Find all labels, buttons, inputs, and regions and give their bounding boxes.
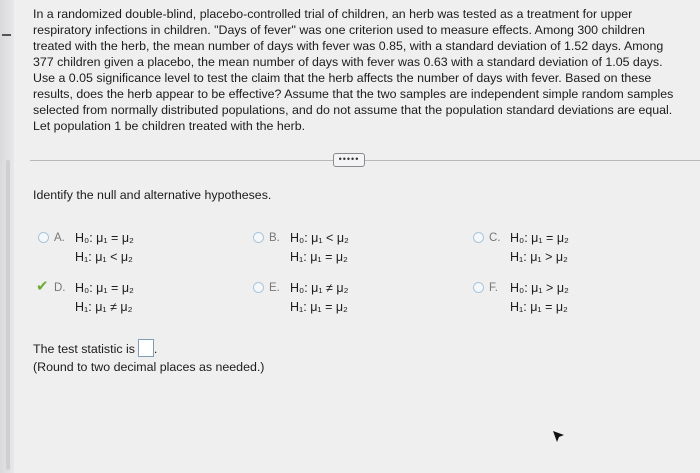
option-d[interactable] (38, 278, 238, 318)
collapse-tick[interactable] (2, 34, 11, 36)
option-b[interactable] (253, 228, 453, 268)
null-hypothesis: H₀: μ₁ = μ₂ (510, 231, 569, 245)
scroll-rail[interactable] (6, 160, 10, 470)
option-letter: B. (269, 232, 280, 244)
alternative-hypothesis: H₁: μ₁ = μ₂ (510, 300, 568, 314)
option-e[interactable] (253, 278, 453, 318)
test-statistic-line: The test statistic is . (33, 339, 157, 357)
null-hypothesis: H₀: μ₁ = μ₂ (75, 231, 134, 245)
option-a[interactable] (38, 228, 238, 268)
section-divider (30, 160, 700, 161)
option-letter: E. (269, 282, 280, 294)
radio-f[interactable] (473, 282, 484, 293)
null-hypothesis: H₀: μ₁ > μ₂ (510, 281, 569, 295)
hypotheses-prompt: Identify the null and alternative hypotheses. (33, 188, 272, 202)
null-hypothesis: H₀: μ₁ ≠ μ₂ (290, 281, 349, 295)
option-c[interactable] (473, 228, 673, 268)
test-statistic-label: The test statistic is (33, 342, 135, 356)
mouse-cursor-icon (552, 430, 566, 444)
radio-b[interactable] (253, 232, 264, 243)
alternative-hypothesis: H₁: μ₁ < μ₂ (75, 250, 133, 264)
expand-button[interactable]: ••••• (333, 153, 365, 167)
radio-c[interactable] (473, 232, 484, 243)
test-statistic-input[interactable] (138, 339, 154, 357)
radio-a[interactable] (38, 232, 49, 243)
alternative-hypothesis: H₁: μ₁ ≠ μ₂ (75, 300, 133, 314)
option-letter: C. (489, 232, 501, 244)
alternative-hypothesis: H₁: μ₁ = μ₂ (290, 250, 348, 264)
alternative-hypothesis: H₁: μ₁ = μ₂ (290, 300, 348, 314)
radio-e[interactable] (253, 282, 264, 293)
option-letter: F. (489, 282, 498, 294)
alternative-hypothesis: H₁: μ₁ > μ₂ (510, 250, 568, 264)
option-letter: A. (54, 232, 65, 244)
left-scroll-bar (0, 0, 14, 473)
question-text: In a randomized double-blind, placebo-controlled trial of children, an herb was tested as a treatment for upper respiratory infections in children. "Days of fever" was one criterion used to measure effects. Among 300 children treated with the herb, the mean number of days with fever was 0.85, with a standard deviation of 1.52 days. Among 377 children given a placebo, the mean number of days with fever was 0.63 with a standard deviation of 1.05 days. Use a 0.05 significance level to test the claim that the herb affects the number of days with fever. Based on these results, does the herb appear to be effective? Assume that the two samples are independent simple random samples selected from normally distributed populations, and do not assume that the population standard deviations are equal. Let population 1 be children treated with the herb. (33, 7, 674, 133)
checkmark-icon[interactable]: ✔ (36, 278, 49, 295)
null-hypothesis: H₀: μ₁ < μ₂ (290, 231, 349, 245)
null-hypothesis: H₀: μ₁ = μ₂ (75, 281, 134, 295)
option-f[interactable] (473, 278, 673, 318)
rounding-note: (Round to two decimal places as needed.) (33, 360, 265, 374)
option-letter: D. (54, 282, 66, 294)
